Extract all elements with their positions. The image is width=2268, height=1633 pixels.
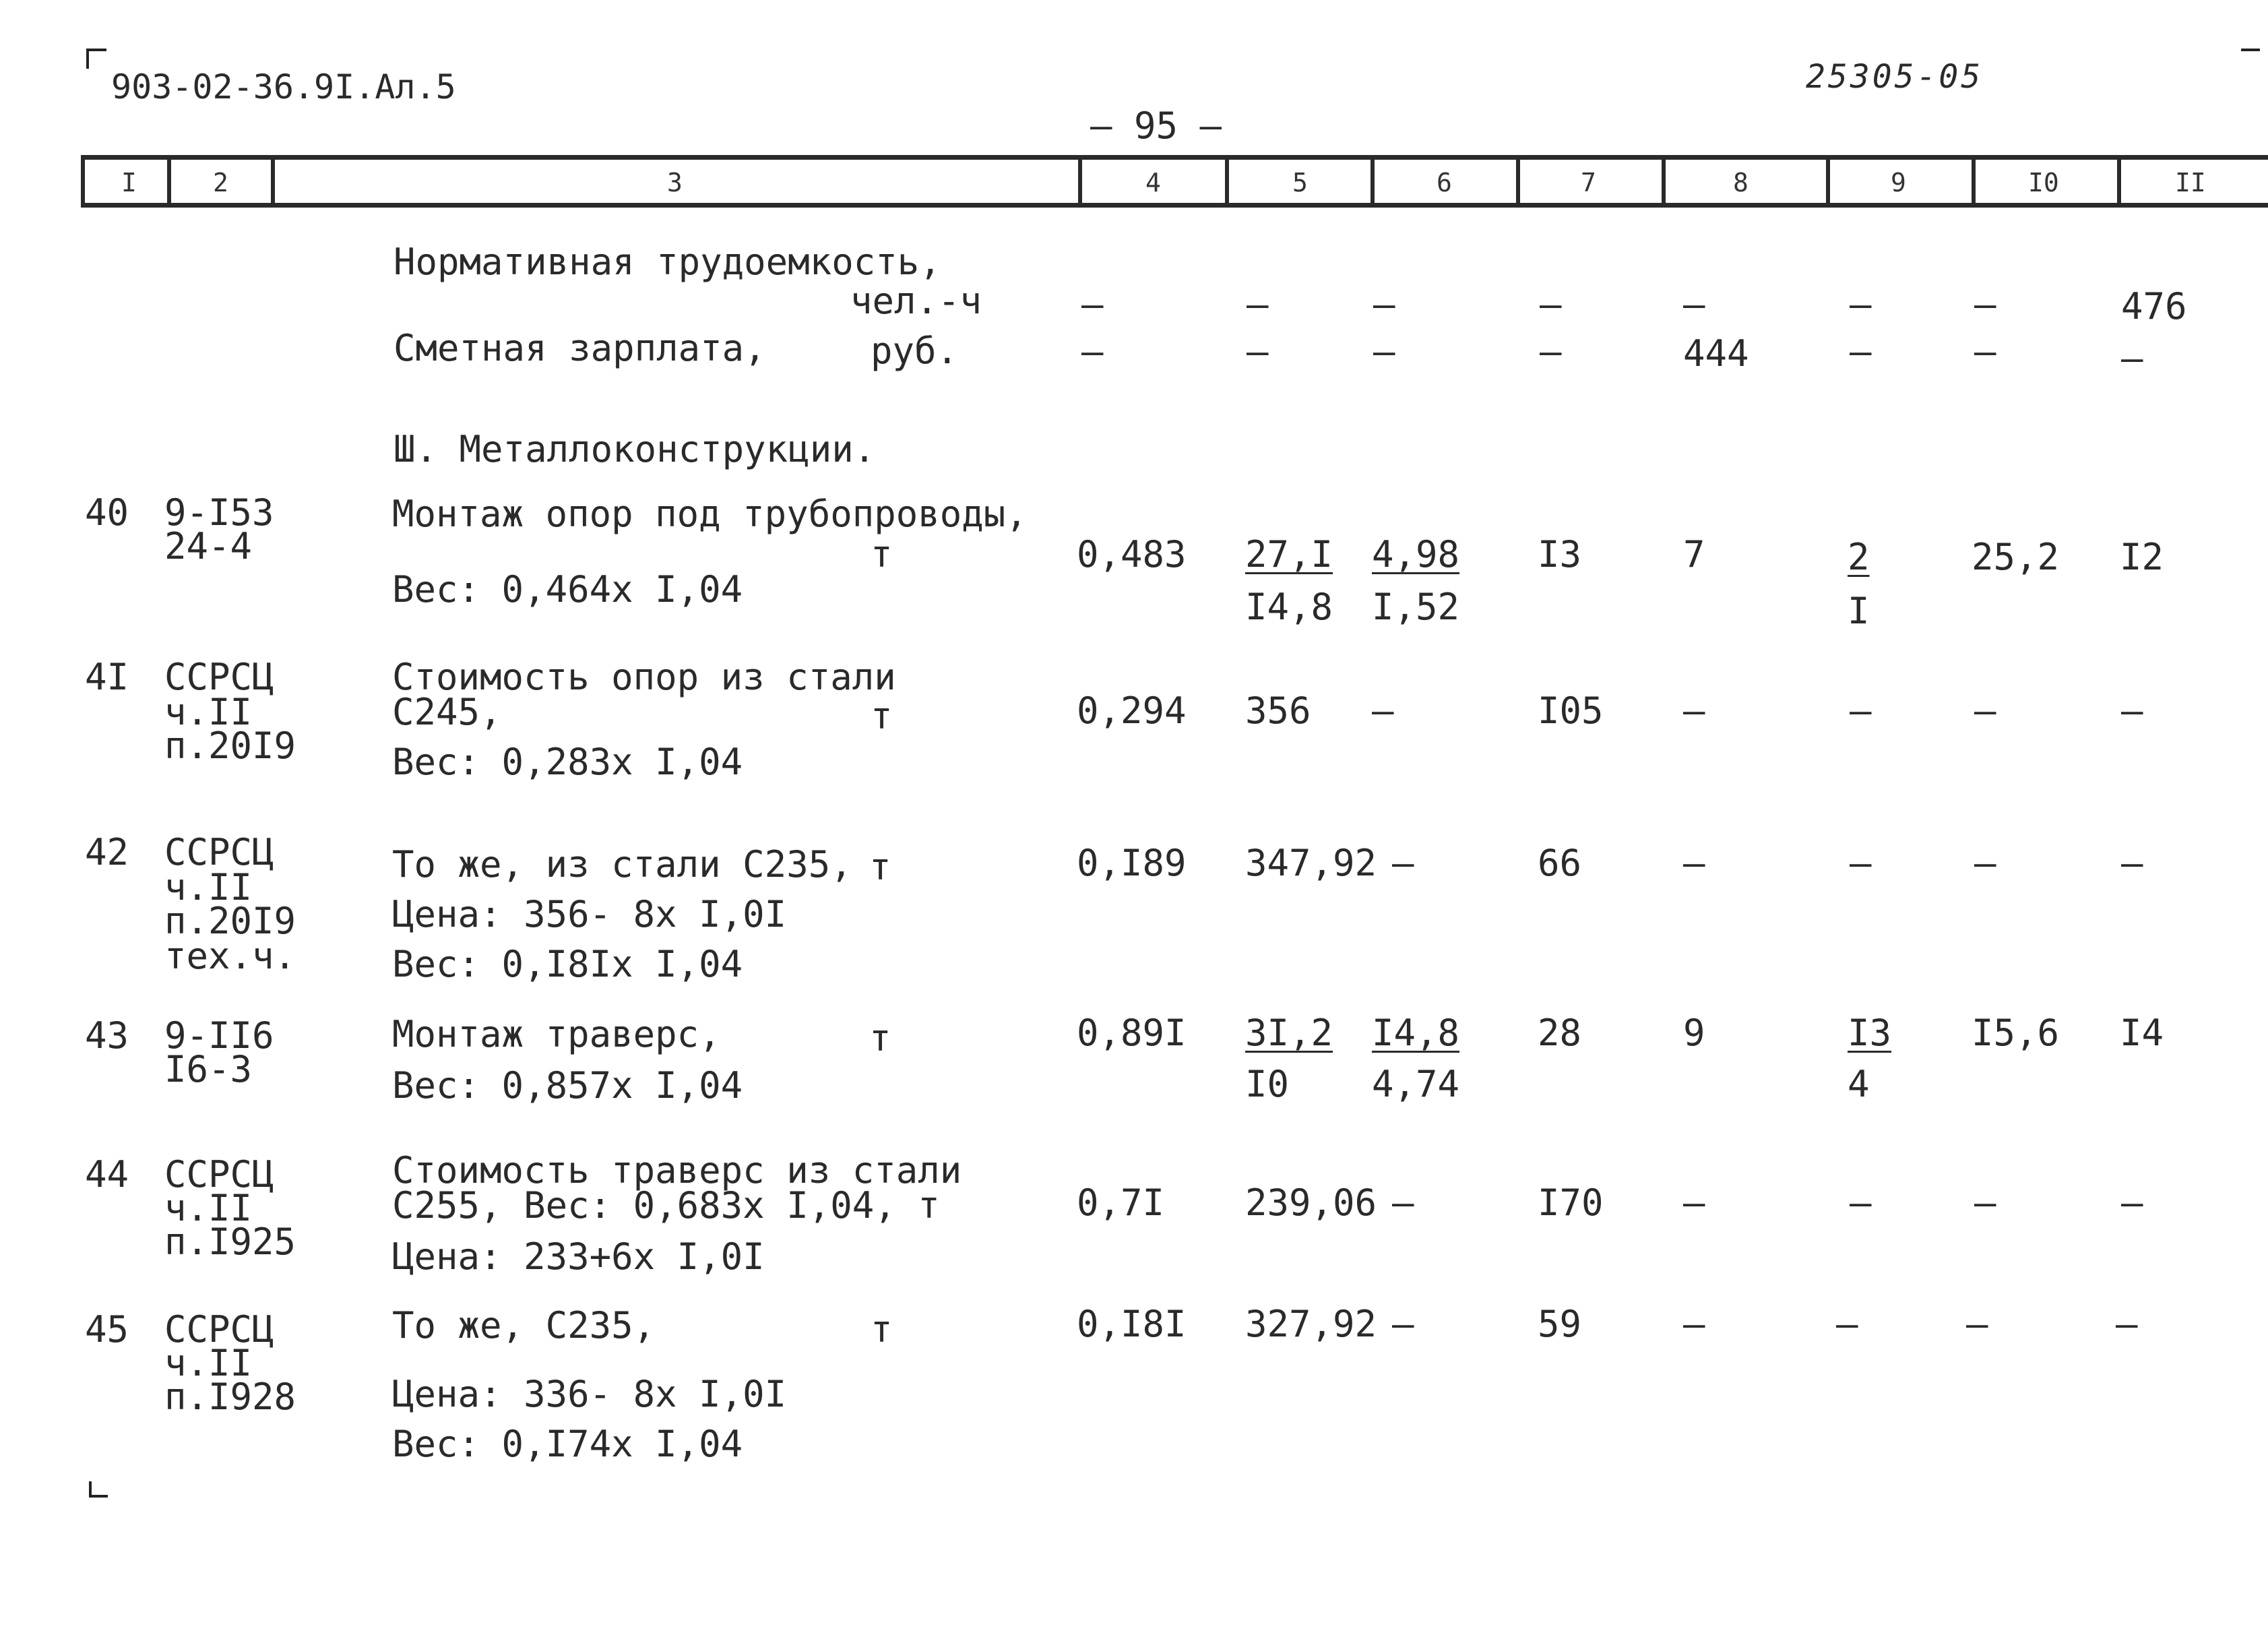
- row-43-c9-bottom: 4: [1848, 1063, 1870, 1105]
- row-45-c11: –: [2116, 1303, 2138, 1345]
- corner-mark-top-left: [86, 49, 106, 69]
- row-41-c7: I05: [1538, 689, 1604, 732]
- row-40-desc-1: Монтаж опор под трубопроводы,: [392, 493, 1028, 535]
- column-header-3: 3: [667, 168, 683, 197]
- column-header-1: I: [121, 168, 137, 197]
- row-40-c9-bottom: I: [1848, 590, 1870, 632]
- row-45-c5: 327,92: [1245, 1303, 1377, 1345]
- row-41-c8: –: [1683, 689, 1705, 732]
- row-40-desc-2: Вес: 0,464х I,04: [392, 568, 743, 611]
- row-41-code-2: ч.II: [164, 691, 253, 733]
- row-41-c11: –: [2121, 689, 2143, 732]
- row-43-unit: т: [869, 1017, 891, 1059]
- row-43-c8: 9: [1683, 1012, 1705, 1054]
- page-number: — 95 —: [1090, 104, 1222, 147]
- row-44-c5: 239,06: [1245, 1181, 1377, 1224]
- row-45-unit: т: [871, 1308, 893, 1351]
- column-header-2: 2: [213, 168, 228, 197]
- summary-labor-c4: –: [1081, 283, 1104, 326]
- row-40-c8: 7: [1683, 533, 1705, 576]
- column-header-4: 4: [1145, 168, 1161, 197]
- summary-labor-c7: –: [1540, 283, 1562, 326]
- row-42-c6: –: [1392, 842, 1414, 884]
- row-44-c9: –: [1850, 1181, 1872, 1224]
- row-45-desc-3: Вес: 0,I74х I,04: [392, 1423, 743, 1465]
- row-44-c4: 0,7I: [1077, 1181, 1165, 1224]
- row-41-desc-2: С245,: [392, 691, 502, 733]
- summary-labor-unit: чел.-ч: [850, 280, 982, 322]
- row-44-c6: –: [1392, 1181, 1414, 1224]
- summary-wage-c6: –: [1373, 330, 1395, 373]
- row-40-num: 40: [85, 491, 129, 534]
- row-41-desc-3: Вес: 0,283х I,04: [392, 741, 743, 783]
- summary-labor-c8: –: [1683, 283, 1705, 326]
- row-45-desc-2: Цена: 336- 8х I,0I: [392, 1373, 787, 1415]
- row-42-code-2: ч.II: [164, 866, 253, 908]
- row-43-c6-bottom: 4,74: [1372, 1063, 1460, 1105]
- column-header-11: II: [2175, 168, 2206, 197]
- row-43-code-2: I6-3: [164, 1048, 253, 1090]
- row-41-c5: 356: [1245, 689, 1311, 732]
- summary-labor-c5: –: [1247, 283, 1269, 326]
- summary-labor-label: Нормативная трудоемкость,: [393, 241, 941, 283]
- row-45-c9: –: [1836, 1303, 1858, 1345]
- summary-wage-c11: –: [2121, 337, 2143, 379]
- section-title: Ш. Металлоконструкции.: [393, 428, 876, 470]
- summary-labor-c9: –: [1850, 283, 1872, 326]
- row-43-desc-2: Вес: 0,857х I,04: [392, 1064, 743, 1107]
- summary-labor-c10: –: [1974, 283, 1996, 326]
- row-40-c6-bottom: I,52: [1372, 586, 1460, 628]
- row-41-code-1: ССРСЦ: [164, 656, 274, 698]
- row-43-c9-top: I3: [1848, 1012, 1892, 1054]
- row-42-c4: 0,I89: [1077, 842, 1187, 884]
- row-43-c4: 0,89I: [1077, 1012, 1187, 1054]
- summary-wage-c8: 444: [1683, 332, 1749, 375]
- row-41-code-3: п.20I9: [164, 725, 296, 767]
- row-43-code-1: 9-II6: [164, 1014, 274, 1057]
- row-45-c8: –: [1683, 1303, 1705, 1345]
- row-44-code-1: ССРСЦ: [164, 1153, 274, 1196]
- row-41-desc-1: Стоимость опор из стали: [392, 656, 896, 698]
- summary-wage-c7: –: [1540, 330, 1562, 373]
- row-43-desc-1: Монтаж траверс,: [392, 1013, 721, 1055]
- row-45-desc-1: То же, С235,: [392, 1304, 656, 1347]
- row-45-c4: 0,I8I: [1077, 1303, 1187, 1345]
- row-43-c11: I4: [2120, 1012, 2164, 1054]
- row-43-c7: 28: [1538, 1012, 1582, 1054]
- row-42-desc-1: То же, из стали С235,: [392, 843, 852, 886]
- row-44-c10: –: [1974, 1181, 1996, 1224]
- row-40-c4: 0,483: [1077, 533, 1187, 576]
- row-45-code-1: ССРСЦ: [164, 1308, 274, 1351]
- column-header-band: [81, 155, 2268, 208]
- row-43-c6-top: I4,8: [1372, 1012, 1460, 1054]
- row-44-code-2: ч.II: [164, 1187, 253, 1229]
- summary-labor-c6: –: [1373, 283, 1395, 326]
- row-41-c4: 0,294: [1077, 689, 1187, 732]
- column-header-5: 5: [1292, 168, 1308, 197]
- row-45-c7: 59: [1538, 1303, 1582, 1345]
- row-40-unit: т: [871, 533, 893, 576]
- row-44-desc-2: С255, Вес: 0,683х I,04, т: [392, 1184, 940, 1227]
- column-header-9: 9: [1891, 168, 1906, 197]
- corner-mark-top-right: [2241, 49, 2260, 51]
- row-40-code-2: 24-4: [164, 525, 253, 567]
- row-43-c5-bottom: I0: [1245, 1063, 1290, 1105]
- row-41-unit: т: [871, 695, 893, 737]
- column-header-8: 8: [1733, 168, 1749, 197]
- column-header-7: 7: [1581, 168, 1596, 197]
- row-40-c7: I3: [1538, 533, 1582, 576]
- row-44-c11: –: [2121, 1181, 2143, 1224]
- row-44-desc-3: Цена: 233+6х I,0I: [392, 1235, 765, 1278]
- corner-mark-bottom-left: [89, 1481, 108, 1498]
- row-43-num: 43: [85, 1014, 129, 1057]
- row-42-c8: –: [1683, 842, 1705, 884]
- row-42-code-1: ССРСЦ: [164, 831, 274, 873]
- row-40-c9-top: 2: [1848, 536, 1870, 578]
- row-45-code-2: ч.II: [164, 1342, 253, 1384]
- row-42-c10: –: [1974, 842, 1996, 884]
- row-40-c5-bottom: I4,8: [1245, 586, 1333, 628]
- row-42-unit: т: [869, 846, 891, 888]
- row-44-c8: –: [1683, 1181, 1705, 1224]
- row-45-c6: –: [1392, 1303, 1414, 1345]
- row-42-code-4: тех.ч.: [164, 935, 296, 977]
- row-41-c10: –: [1974, 689, 1996, 732]
- row-44-num: 44: [85, 1153, 129, 1196]
- document-code: 903-02-36.9I.Ал.5: [111, 67, 456, 106]
- summary-wage-unit: руб.: [871, 330, 959, 372]
- row-42-desc-2: Цена: 356- 8х I,0I: [392, 893, 787, 935]
- row-40-code-1: 9-I53: [164, 491, 274, 534]
- row-42-desc-3: Вес: 0,I8Iх I,04: [392, 943, 743, 985]
- summary-wage-c9: –: [1850, 330, 1872, 373]
- row-42-code-3: п.20I9: [164, 900, 296, 942]
- row-43-c5-top: 3I,2: [1245, 1012, 1333, 1054]
- summary-wage-c10: –: [1974, 330, 1996, 373]
- column-header-6: 6: [1437, 168, 1452, 197]
- row-40-c5-top: 27,I: [1245, 533, 1333, 576]
- row-44-c7: I70: [1538, 1181, 1604, 1224]
- row-40-c11: I2: [2120, 536, 2164, 578]
- row-41-c6: –: [1372, 689, 1394, 732]
- row-45-c10: –: [1966, 1303, 1988, 1345]
- row-41-c9: –: [1850, 689, 1872, 732]
- column-header-10: I0: [2028, 168, 2059, 197]
- row-44-code-3: п.I925: [164, 1221, 296, 1263]
- summary-wage-c4: –: [1081, 330, 1104, 373]
- row-42-c9: –: [1850, 842, 1872, 884]
- row-42-c11: –: [2121, 842, 2143, 884]
- summary-wage-c5: –: [1247, 330, 1269, 373]
- row-42-c7: 66: [1538, 842, 1582, 884]
- row-45-code-3: п.I928: [164, 1376, 296, 1418]
- row-40-c10: 25,2: [1972, 536, 2060, 578]
- row-42-num: 42: [85, 831, 129, 873]
- row-40-c6-top: 4,98: [1372, 533, 1460, 576]
- row-43-c10: I5,6: [1972, 1012, 2060, 1054]
- row-45-num: 45: [85, 1308, 129, 1351]
- summary-labor-c11: 476: [2121, 285, 2187, 328]
- row-41-num: 4I: [85, 656, 129, 698]
- row-44-desc-1: Стоимость траверс из стали: [392, 1149, 962, 1192]
- summary-wage-label: Сметная зарплата,: [393, 327, 766, 369]
- row-42-c5: 347,92: [1245, 842, 1377, 884]
- stamp-number: 25305-05: [1806, 58, 1984, 96]
